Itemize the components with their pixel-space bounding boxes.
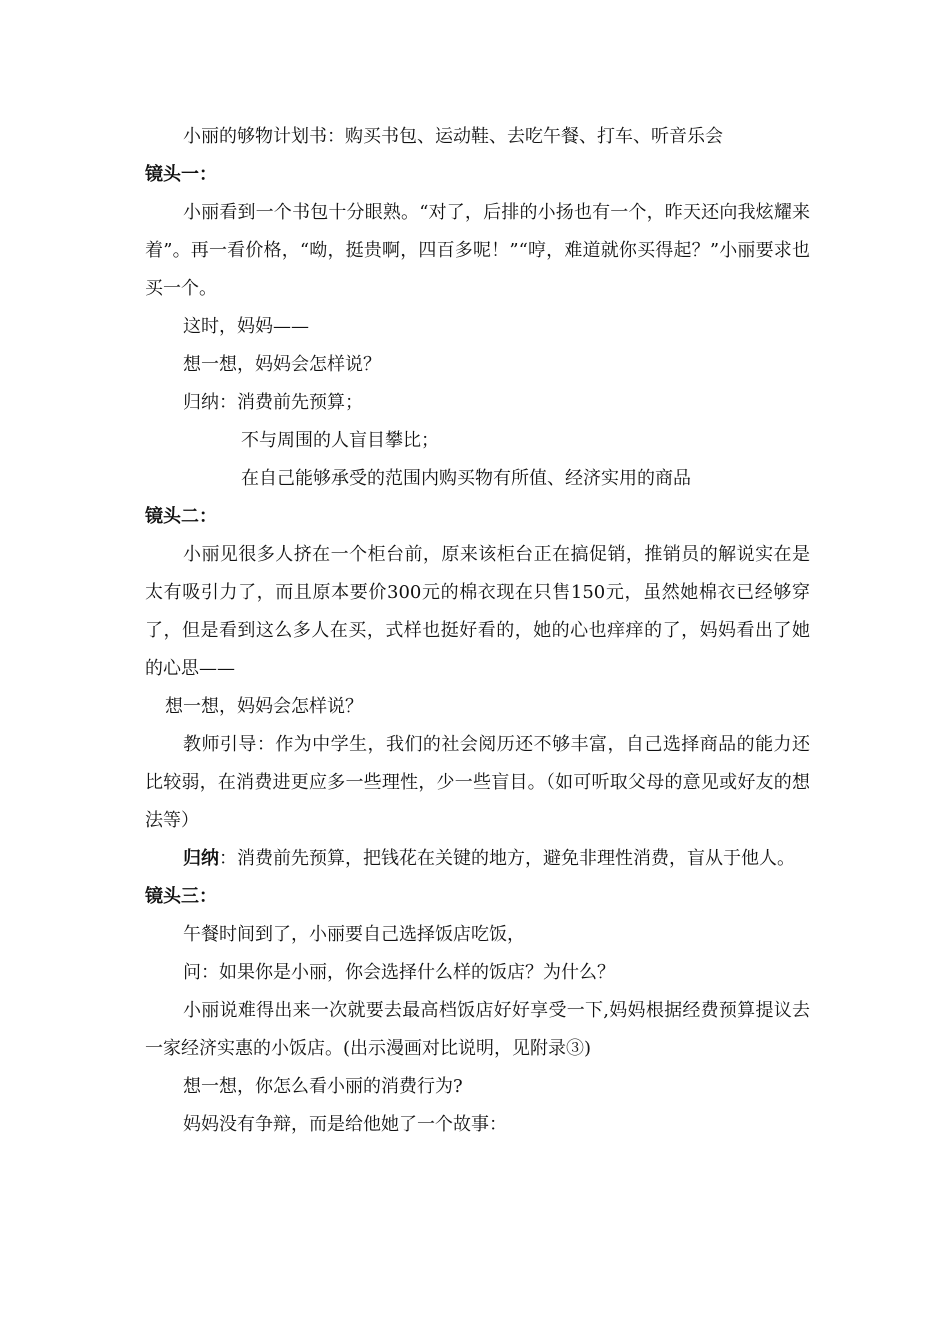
scene2-summary-label: 归纳: [183, 848, 219, 869]
scene1-question: 想一想，妈妈会怎样说？: [183, 354, 381, 375]
scene2-story: 小丽见很多人挤在一个柜台前，原来该柜台正在搞促销，推销员的解说实在是太有吸引力了，而且原本要价300元的棉衣现在只售150元，虽然她棉衣已经够穿了，但是看到这么多人在买，式样也挺好看的，她的心也痒痒的了，妈妈看出了她的心思——: [145, 544, 810, 679]
scene1-mom: 这时，妈妈——: [183, 316, 309, 337]
shopping-plan: 小丽的够物计划书：购买书包、运动鞋、去吃午餐、打车、听音乐会: [183, 126, 723, 147]
scene3-line-4: 想一想，你怎么看小丽的消费行为?: [183, 1076, 463, 1097]
scene2-summary: [145, 840, 810, 878]
scene2-question: 想一想，妈妈会怎样说？: [165, 696, 363, 717]
scene3-line-3: 小丽说难得出来一次就要去最高档饭店好好享受一下,妈妈根据经费预算提议去一家经济实惠的小饭店。(出示漫画对比说明，见附录③): [145, 1000, 810, 1059]
scene1-story: 小丽看到一个书包十分眼熟。“对了，后排的小扬也有一个，昨天还向我炫耀来着”。再一看价格，“呦，挺贵啊，四百多呢！”“哼，难道就你买得起？”小丽要求也买一个。: [145, 202, 810, 299]
scene2-heading: 镜头二：: [145, 506, 217, 527]
scene3-heading: 镜头三：: [145, 886, 217, 907]
scene3-line-2: 问：如果你是小丽，你会选择什么样的饭店？为什么？: [183, 962, 615, 983]
scene1-summary-3: 在自己能够承受的范围内购买物有所值、经济实用的商品: [241, 468, 691, 489]
scene1-summary-1: 归纳：消费前先预算；: [183, 392, 363, 413]
scene1-summary-2: 不与周围的人盲目攀比；: [241, 430, 439, 451]
scene2-summary-text: ：消费前先预算，把钱花在关键的地方，避免非理性消费，盲从于他人。: [219, 848, 795, 869]
scene3-line-5: 妈妈没有争辩，而是给他她了一个故事：: [183, 1114, 507, 1135]
document-body: [145, 118, 810, 1144]
scene2-teacher-guide: 教师引导：作为中学生，我们的社会阅历还不够丰富，自己选择商品的能力还比较弱，在消费进更应多一些理性，少一些盲目。（如可听取父母的意见或好友的想法等）: [145, 734, 810, 831]
scene3-line-1: 午餐时间到了，小丽要自己选择饭店吃饭，: [183, 924, 525, 945]
scene1-heading: 镜头一：: [145, 164, 217, 185]
